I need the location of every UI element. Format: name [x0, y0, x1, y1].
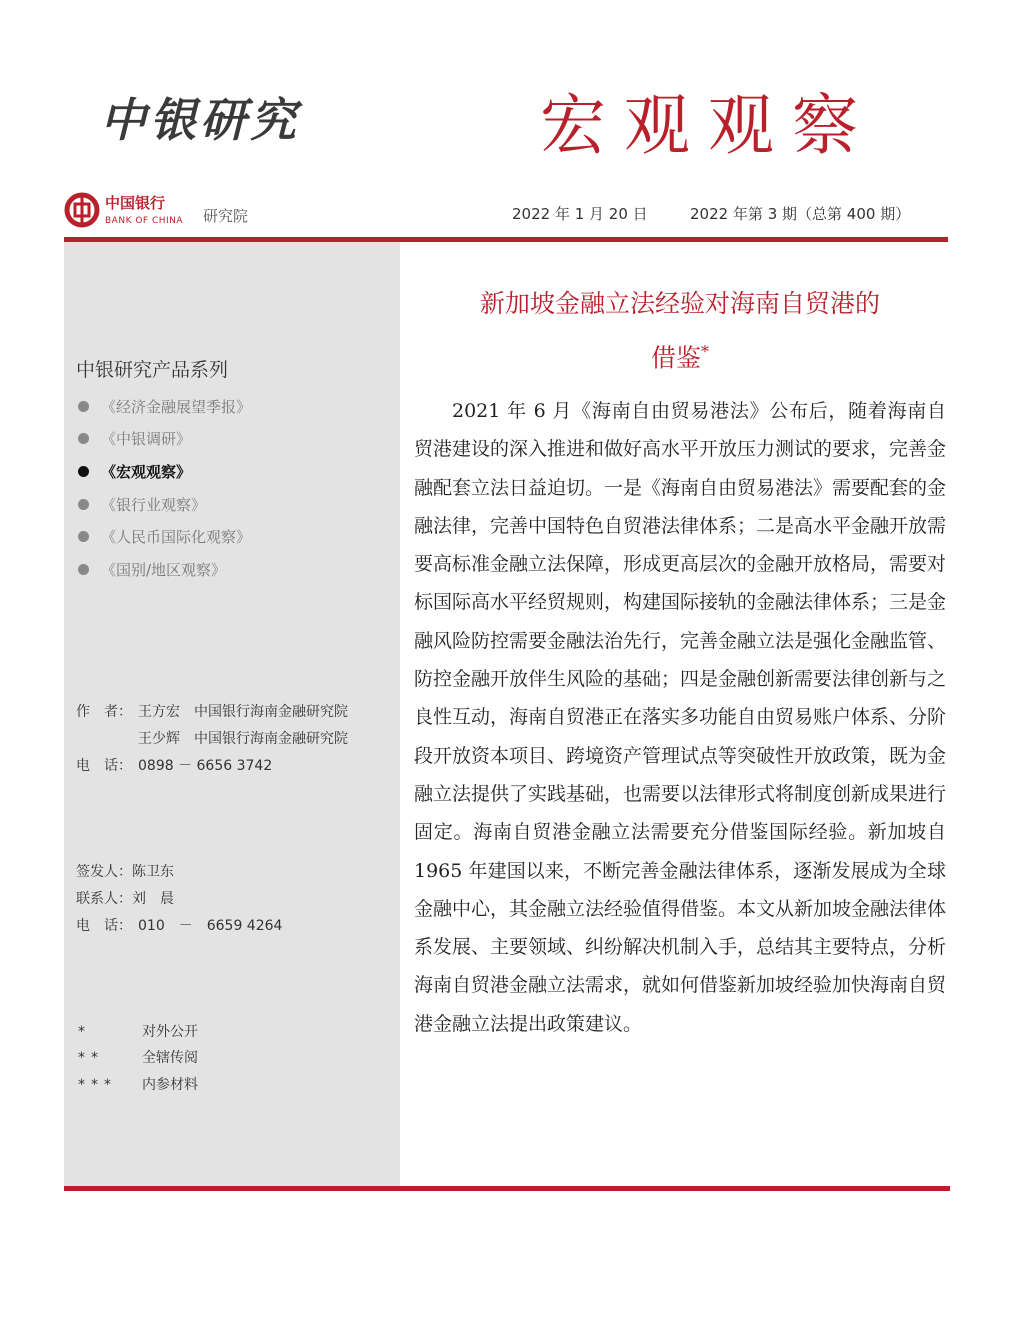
author-line: [76, 728, 348, 748]
author-affiliation: 中国银行海南金融研究院: [194, 704, 348, 720]
bullet-icon: [78, 564, 89, 575]
footnote-mark[interactable]: *: [701, 342, 709, 361]
phone-label: 电 话：: [76, 758, 132, 774]
author-name: 王少辉: [138, 731, 180, 747]
product-label: 《中银调研》: [101, 430, 192, 448]
product-label: 《人民币国际化观察》: [101, 528, 252, 546]
product-item[interactable]: [78, 559, 226, 580]
signer-line: [76, 861, 174, 881]
product-label: 《银行业观察》: [101, 496, 207, 514]
article-body: 2021 年 6 月《海南自由贸易港法》公布后，随着海南自贸港建设的深入推进和做好高水平开放压力测试的要求，完善金融配套立法日益迫切。一是《海南自由贸易港法》需要配套的金融法律，完善中国特色自贸港法律体系；二是高水平金融开放需要高标准金融立法保障，形成更高层次的金融开放格局，需要对标国际高水平经贸规则，构建国际接轨的金融法律体系；三是金融风险防控需要金融法治先行，完善金融立法是强化金融监管、防控金融开放伴生风险的基础；四是金融创新需要法律创新与之良性互动，海南自贸港正在落实多功能自由贸易账户体系、分阶段开放资本项目、跨境资产管理试点等突破性开放政策，既为金融立法提供了实践基础，也需要以法律形式将制度创新成果进行固定。海南自贸港金融立法需要充分借鉴国际经验。新加坡自 1965 年建国以来，不断完善金融法律体系，逐渐发展成为全球金融中心，其金融立法经验值得借鉴。本文从新加坡金融法律体系发展、主要领域、纠纷解决机制入手，总结其主要特点，分析海南自贸港金融立法需求，就如何借鉴新加坡经验加快海南自贸港金融立法提出政策建议。: [414, 400, 947, 1035]
bullet-icon: [78, 499, 89, 510]
bullet-icon: [78, 433, 89, 444]
signer-name: 陈卫东: [132, 864, 174, 880]
product-label: 《经济金融展望季报》: [101, 398, 252, 416]
product-label: 《国别/地区观察》: [101, 561, 227, 579]
author-affiliation: 中国银行海南金融研究院: [194, 731, 348, 747]
author-phone: 0898 － 6656 3742: [138, 758, 273, 774]
article-title: [412, 280, 948, 382]
author-phone-line: [76, 755, 272, 775]
institute-label: 研究院: [203, 207, 249, 225]
contact-line: [76, 888, 174, 908]
classification-label: 对外公开: [142, 1024, 198, 1040]
contact-phone: 010 － 6659 4264: [138, 918, 283, 934]
contact-label: 联系人：: [76, 891, 132, 907]
signer-label: 签发人：: [76, 864, 132, 880]
bullet-icon: [78, 466, 89, 477]
footer-divider: [64, 1186, 950, 1191]
brand-calligraphy-logo: 中银研究: [100, 93, 300, 147]
product-item[interactable]: [78, 526, 251, 547]
product-item-active[interactable]: [78, 461, 191, 482]
product-item[interactable]: [78, 494, 206, 515]
contact-phone-line: [76, 915, 282, 935]
classification-mark: *: [78, 1024, 91, 1040]
contact-name: 刘 晨: [132, 891, 174, 907]
product-item[interactable]: [78, 428, 191, 449]
bank-name-cn: 中国银行: [105, 194, 166, 212]
classification-mark: **: [78, 1050, 104, 1066]
classification-mark: ***: [78, 1077, 117, 1093]
issue-number: 2022 年第 3 期（总第 400 期）: [690, 205, 911, 223]
bullet-icon: [78, 531, 89, 542]
author-name: 王方宏: [138, 704, 180, 720]
classification-line: [78, 1074, 198, 1094]
products-heading: 中银研究产品系列: [76, 359, 229, 381]
article-title-line2: 借鉴: [650, 343, 701, 373]
classification-line: [78, 1047, 198, 1067]
classification-line: [78, 1021, 198, 1041]
author-line: [76, 701, 348, 721]
bank-of-china-logo-icon: [64, 192, 100, 228]
article-title-line1: 新加坡金融立法经验对海南自贸港的: [479, 289, 880, 318]
product-label: 《宏观观察》: [101, 463, 192, 481]
classification-label: 内参材料: [142, 1077, 198, 1093]
bank-name-en: BANK OF CHINA: [105, 216, 184, 226]
classification-label: 全辖传阅: [142, 1050, 198, 1066]
phone-label: 电 话：: [76, 918, 132, 934]
bullet-icon: [78, 401, 89, 412]
author-label: 作 者：: [76, 704, 132, 720]
series-title: 宏观观察: [540, 87, 876, 164]
issue-date: 2022 年 1 月 20 日: [512, 205, 648, 223]
product-item[interactable]: [78, 396, 251, 417]
